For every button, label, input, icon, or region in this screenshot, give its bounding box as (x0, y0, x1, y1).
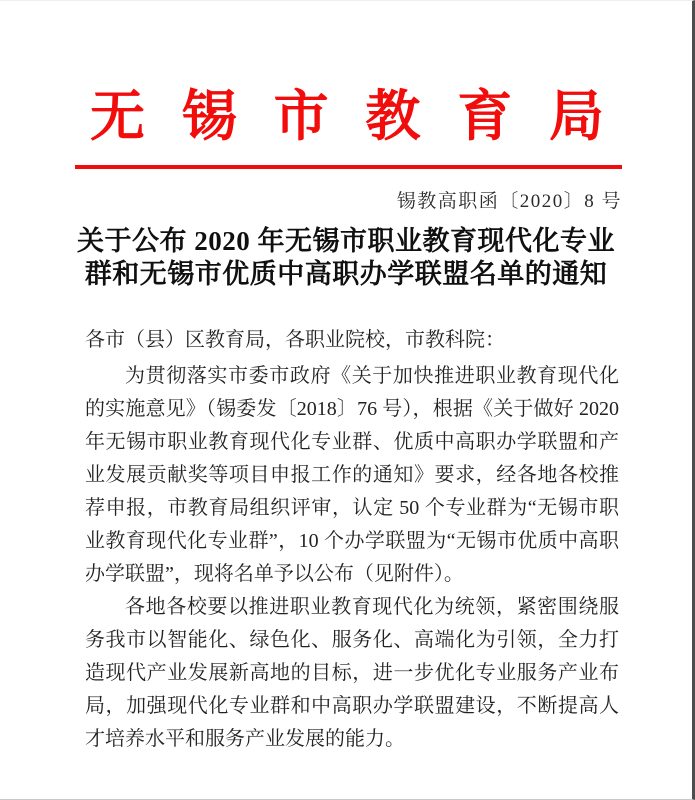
doc-number: 锡教高职函〔2020〕8 号 (396, 191, 622, 212)
doc-title-line: 关于公布 2020 年无锡市职业教育现代化专业 (77, 226, 615, 256)
agency-name-char: 局 (548, 86, 604, 147)
agency-name-char: 市 (273, 86, 329, 147)
body-paragraph: 为贯彻落实市委市政府《关于加快推进职业教育现代化的实施意见》（锡委发〔2018〕76 号），根据《关于做好 2020 年无锡市职业教育现代化专业群、优质中高职办学联盟和产业发展贡献奖等项目申报工作的通知》要求，经各地各校推荐申报，市教育局组织评审，认定 50 个专业群为“无锡市职业教育现代化专业群”，10 个办学联盟为“无锡市优质中高职办学联盟”，现将名单予以公布（见附件）。 (85, 365, 619, 585)
agency-name (90, 1, 604, 147)
agency-name-char: 教 (365, 86, 421, 147)
doc-title (0, 225, 692, 291)
agency-name-char: 锡 (181, 86, 237, 147)
agency-name-char: 无 (90, 86, 146, 147)
agency-name-char: 育 (457, 86, 513, 147)
body-paragraph: 各地各校要以推进职业教育现代化为统领，紧密围绕服务我市以智能化、绿色化、服务化、高端化为引领，全力打造现代产业发展新高地的目标，进一步优化专业服务产业布局，加强现代化专业群和中高职办学联盟建设，不断提高人才培养水平和服务产业发展的能力。 (85, 596, 619, 750)
doc-body (0, 324, 692, 756)
salutation: 各市（县）区教育局，各职业院校，市教科院： (85, 329, 505, 351)
doc-title-line: 群和无锡市优质中高职办学联盟名单的通知 (84, 259, 608, 289)
red-divider (75, 165, 622, 169)
